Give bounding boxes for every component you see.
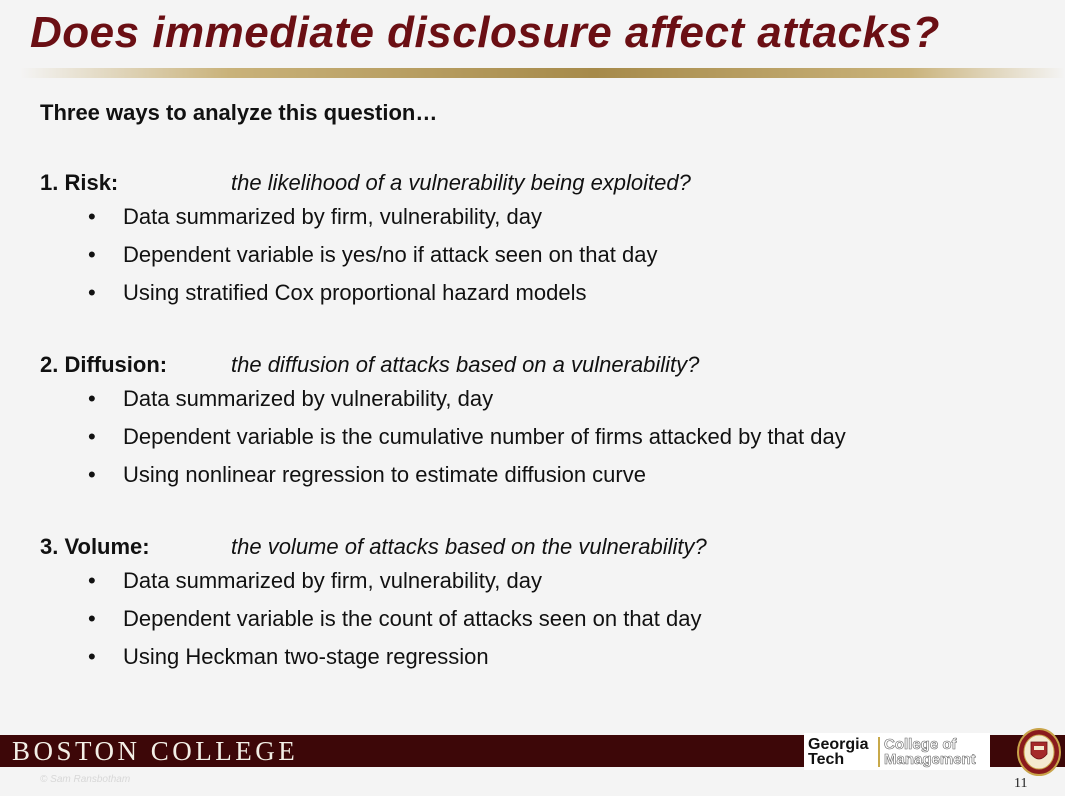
bullet-dot: • xyxy=(88,204,96,229)
gt-logo-divider xyxy=(878,737,880,767)
bullet-dot: • xyxy=(88,462,96,487)
slide-title: Does immediate disclosure affect attacks? xyxy=(30,8,940,57)
bullet-text: Dependent variable is the cumulative number of firms attacked by that day xyxy=(123,424,846,449)
bullet-text: Data summarized by firm, vulnerability, day xyxy=(123,204,542,229)
bullet-dot: • xyxy=(88,386,96,411)
section-label: 3. Volume: xyxy=(40,534,150,559)
bullet-item xyxy=(40,198,1050,236)
section-header xyxy=(40,168,1050,198)
bullet-dot: • xyxy=(88,568,96,593)
bullet-list xyxy=(40,380,1050,494)
institution-wordmark: BOSTON COLLEGE xyxy=(12,736,299,766)
section-description: the volume of attacks based on the vulnerability? xyxy=(231,534,707,559)
bullet-list xyxy=(40,198,1050,312)
section-header xyxy=(40,350,1050,380)
section-volume xyxy=(40,532,1050,676)
section-description: the diffusion of attacks based on a vulnerability? xyxy=(231,352,700,377)
copyright-notice: © Sam Ransbotham xyxy=(40,774,131,785)
bullet-item xyxy=(40,600,1050,638)
slide-heading: Three ways to analyze this question… xyxy=(40,100,438,125)
bullet-item xyxy=(40,562,1050,600)
gt-logo-college xyxy=(884,737,976,767)
bullet-dot: • xyxy=(88,280,96,305)
bullet-text: Using stratified Cox proportional hazard models xyxy=(123,280,587,305)
gt-logo-college-line2: Management xyxy=(884,750,976,768)
page-number: 11 xyxy=(1014,776,1028,791)
section-header xyxy=(40,532,1050,562)
bullet-text: Using nonlinear regression to estimate diffusion curve xyxy=(123,462,646,487)
gt-logo-line2: Tech xyxy=(808,750,845,768)
gt-logo-line1: Georgia xyxy=(808,735,869,753)
section-risk xyxy=(40,168,1050,312)
bullet-text: Data summarized by vulnerability, day xyxy=(123,386,494,411)
section-label: 2. Diffusion: xyxy=(40,352,168,377)
bullet-item xyxy=(40,236,1050,274)
bullet-dot: • xyxy=(88,424,96,449)
section-description: the likelihood of a vulnerability being exploited? xyxy=(231,170,691,195)
title-divider xyxy=(20,68,1065,78)
bullet-text: Dependent variable is yes/no if attack seen on that day xyxy=(123,242,658,267)
bullet-item xyxy=(40,456,1050,494)
bullet-item xyxy=(40,638,1050,676)
bullet-dot: • xyxy=(88,644,96,669)
bullet-text: Dependent variable is the count of attacks seen on that day xyxy=(123,606,702,631)
bullet-text: Data summarized by firm, vulnerability, day xyxy=(123,568,542,593)
slide-body xyxy=(40,98,1050,676)
bullet-text: Using Heckman two-stage regression xyxy=(123,644,489,669)
college-seal-icon xyxy=(1017,728,1061,776)
section-diffusion xyxy=(40,350,1050,494)
bullet-item xyxy=(40,380,1050,418)
bullet-dot: • xyxy=(88,242,96,267)
bullet-item xyxy=(40,418,1050,456)
gt-logo-college-line1: College of xyxy=(884,735,957,753)
gt-logo-wordmark xyxy=(804,737,874,767)
bullet-item xyxy=(40,274,1050,312)
georgia-tech-logo xyxy=(804,733,990,770)
bullet-list xyxy=(40,562,1050,676)
section-label: 1. Risk: xyxy=(40,170,119,195)
bullet-dot: • xyxy=(88,606,96,631)
